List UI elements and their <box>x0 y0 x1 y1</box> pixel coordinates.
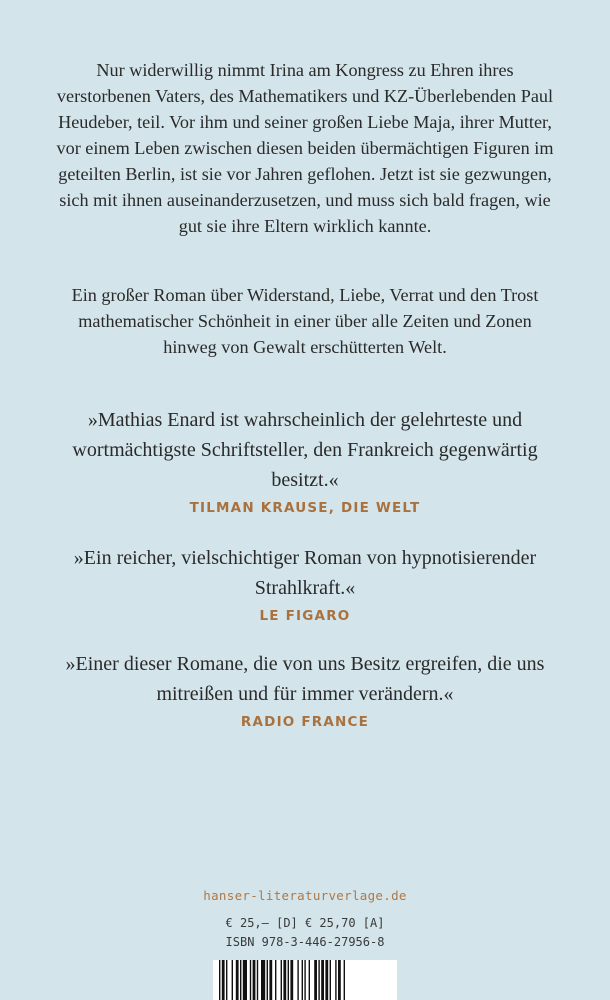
quote-text: »Ein reicher, vielschichtiger Roman von hypnotisierender Strahlkraft.« <box>73 547 537 599</box>
review-quote-1 <box>50 405 560 518</box>
review-quote-3 <box>50 649 560 732</box>
publisher-website: hanser-literaturverlage.de <box>203 888 407 903</box>
review-quote-2 <box>50 543 560 626</box>
quote-source: RADIO FRANCE <box>240 714 370 730</box>
quote-text: »Einer dieser Romane, die von uns Besitz ergreifen, die uns mitreißen und für immer verändern.« <box>65 653 545 705</box>
barcode-graphic <box>213 960 397 1000</box>
price-label: € 25,– [D] € 25,70 [A] <box>225 916 385 930</box>
quote-source: TILMAN KRAUSE, DIE WELT <box>189 500 421 516</box>
quote-source: LE FIGARO <box>259 608 351 624</box>
blurb-paragraph-2: Ein großer Roman über Widerstand, Liebe, Verrat und den Trost mathematischer Schönheit in einer über alle Zeiten und Zonen hinweg von Gewalt erschütterten Welt. <box>71 285 539 357</box>
isbn-label: ISBN 978-3-446-27956-8 <box>225 935 385 949</box>
blurb-paragraph-1: Nur widerwillig nimmt Irina am Kongress zu Ehren ihres verstorbenen Vaters, des Mathematikers und KZ-Überlebenden Paul Heudeber, teil. Vor ihm und seiner großen Liebe Maja, ihrer Mutter, vor einem Leben zwischen diesen beiden übermächtigen Figuren im geteilten Berlin, ist sie vor Jahren geflohen. Jetzt ist sie gezwungen, sich mit ihnen auseinanderzusetzen, und muss sich bald fragen, wie gut sie ihre Eltern wirklich kannte. <box>56 60 554 236</box>
quote-text: »Mathias Enard ist wahrscheinlich der gelehrteste und wortmächtigste Schriftsteller, den Frankreich gegenwärtig besitzt.« <box>72 409 538 491</box>
barcode <box>213 960 397 1000</box>
